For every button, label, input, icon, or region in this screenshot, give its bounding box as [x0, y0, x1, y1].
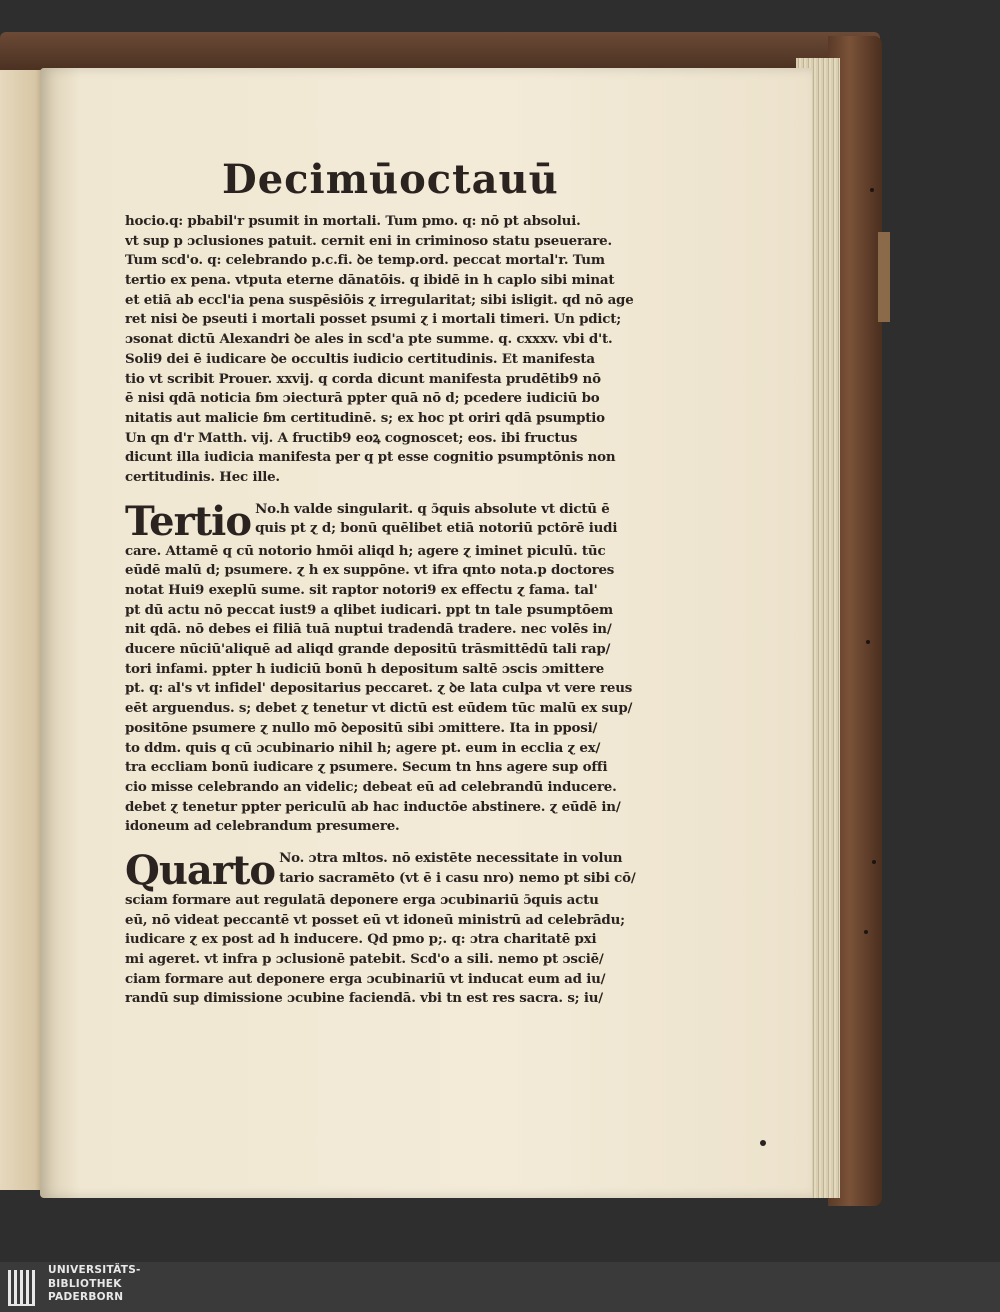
- text-line: eēt arguendus. s; debet ɀ tenetur vt dictū est eūdem tūc malū ex sup/: [125, 700, 633, 717]
- text-line: certitudinis. Hec ille.: [125, 468, 280, 485]
- text-line: tori infami. ppter h iudiciū bonū h depositum saltē ɔscis ɔmittere: [125, 660, 605, 677]
- library-name: [48, 1264, 141, 1305]
- text-line: mi ageret. vt infra p ɔclusionē patebit. Scd'o a sili. nemo pt ɔsciē/: [125, 951, 604, 967]
- wormhole: [872, 860, 876, 864]
- text-line: hocio.q: pbabil'r psumit in mortali. Tum pmo. q: nō pt absolui.: [125, 213, 581, 229]
- library-name-line1: UNIVERSITÄTS-: [48, 1264, 141, 1276]
- text-line: et etiā ab eccl'ia pena suspēsiōis ɀ irregularitat; sibi isligit. qd nō age: [125, 291, 634, 308]
- text-line: to ddm. quis q cū ɔcubinario nihil h; agere pt. eum in ecclia ɀ ex/: [125, 739, 601, 756]
- page-mark: [760, 1140, 766, 1146]
- text-line: ɔsonat dictū Alexandri ꝺe ales in scd'a pte summe. q. cxxxv. vbi d't.: [125, 331, 613, 348]
- text-line: cio misse celebrando an videlic; debeat eū ad celebrandū inducere.: [125, 778, 617, 795]
- book-cover-top: [0, 32, 880, 72]
- text-line: sciam formare aut regulatā deponere erga ɔcubinariū ɔ̄quis actu: [125, 891, 599, 908]
- text-line: eūdē malū d; psumere. ɀ h ex suppōne. vt ifra qnto nota.p doctores: [125, 562, 615, 579]
- wormhole: [864, 930, 868, 934]
- intro-paragraph: [125, 212, 645, 488]
- quarto-section: [125, 846, 645, 1009]
- text-line: tario sacramēto (vt ē i casu nro) nemo pt sibi cō/: [279, 869, 636, 886]
- text-line: notat Hui9 exeplū sume. sit raptor notori9 ex effectu ɀ fama. tal': [125, 582, 598, 598]
- text-line: nitatis aut malicie ɓm certitudinē. s; ex hoc pt oriri qdā psumptio: [125, 409, 605, 426]
- library-name-line3: PADERBORN: [48, 1291, 124, 1303]
- library-logo-icon: [6, 1266, 42, 1308]
- wormhole: [866, 640, 870, 644]
- wormhole: [870, 188, 874, 192]
- text-line: Tum scd'o. q: celebrando p.c.fi. ꝺe temp.ord. peccat mortal'r. Tum: [125, 252, 605, 269]
- text-line: care. Attamē q cū notorio hmōi aliqd h; agere ɀ iminet piculū. tūc: [125, 542, 606, 559]
- text-line: iudicare ɀ ex post ad h inducere. Qd pmo p;. q: ɔtra charitatē pxi: [125, 931, 597, 948]
- text-line: pt dū actu nō peccat iust9 a qlibet iudicari. ppt tn tale psumptōem: [125, 601, 613, 618]
- text-line: Un qn d'r Matth. vij. A fructib9 eoꝝ cognoscet; eos. ibi fructus: [125, 429, 578, 446]
- text-line: idoneum ad celebrandum presumere.: [125, 818, 400, 835]
- text-line: Soli9 dei ē iudicare ꝺe occultis iudicio certitudinis. Et manifesta: [125, 350, 595, 367]
- text-line: No. ɔtra mltos. nō existēte necessitate in volun: [279, 849, 623, 866]
- page-heading: Decimūoctauū: [222, 156, 559, 203]
- text-line: ē nisi qdā noticia ɓm ɔiecturā ppter quā nō d; pcedere iudiciū bo: [125, 390, 600, 407]
- text-line: positōne psumere ɀ nullo mō ꝺepositū sibi ɔmittere. Ita in pposi/: [125, 719, 598, 736]
- text-line: eū, nō videat peccantē vt posset eū vt idoneū ministrū ad celebrādu;: [125, 911, 625, 928]
- quarto-initial: Quarto: [125, 846, 276, 894]
- tertio-initial: Tertio: [125, 497, 252, 545]
- text-line: ret nisi ꝺe pseuti i mortali posset psumi ɀ i mortali timeri. Un pdict;: [125, 311, 621, 328]
- text-line: debet ɀ tenetur ppter periculū ab hac inductōe abstinere. ɀ eūdē in/: [125, 798, 621, 815]
- bookmark-tab: [878, 232, 890, 322]
- library-footer: [0, 1262, 1000, 1312]
- text-line: tra eccliam bonū iudicare ɀ psumere. Secum tn hns agere sup offi: [125, 759, 608, 776]
- tertio-section: [125, 497, 645, 837]
- text-line: randū sup dimissione ɔcubine faciendā. vbi tn est res sacra. s; iu/: [125, 990, 603, 1007]
- text-line: ducere nūciū'aliquē ad aliqd grande depositū trāsmittēdū tali rap/: [125, 641, 611, 658]
- text-line: dicunt illa iudicia manifesta per q pt esse cognitio psumptōnis non: [125, 449, 616, 466]
- text-line: tertio ex pena. vtputa eterne dānatōis. q ibidē in h caplo sibi minat: [125, 272, 615, 289]
- page-body: [125, 212, 645, 1009]
- text-line: nit qdā. nō debes ei filiā tuā nuptui tradendā tradere. nec volēs in/: [125, 621, 612, 638]
- text-line: pt. q: al's vt infidel' depositarius peccaret. ɀ ꝺe lata culpa vt vere reus: [125, 680, 633, 697]
- text-line: No.h valde singularit. q ɔ̄quis absolute vt dictū ē: [255, 500, 610, 517]
- library-name-line2: BIBLIOTHEK: [48, 1277, 122, 1290]
- text-line: quis pt ɀ d; bonū quēlibet etiā notoriū pctōrē iudi: [255, 520, 618, 537]
- text-line: vt sup p ɔclusiones patuit. cernit eni in criminoso statu pseuerare.: [125, 232, 612, 249]
- text-line: tio vt scribit Prouer. xxvij. q corda dicunt manifesta prudētib9 nō: [125, 370, 601, 387]
- text-line: ciam formare aut deponere erga ɔcubinariū vt inducat eum ad iu/: [125, 970, 606, 987]
